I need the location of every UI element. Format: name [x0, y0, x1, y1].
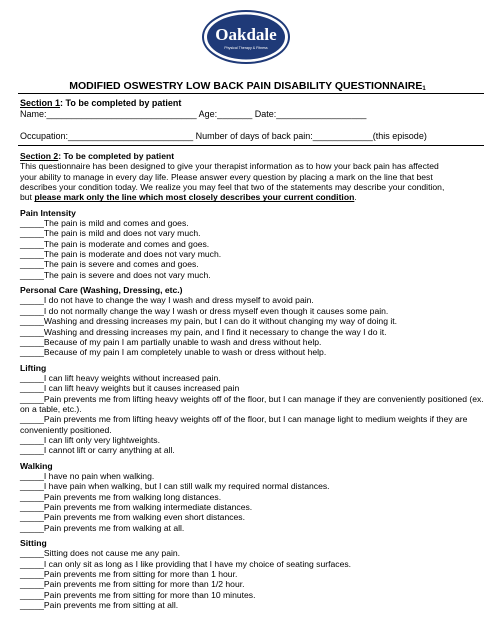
section-1	[20, 98, 483, 142]
answer-option[interactable]: _____I cannot lift or carry anything at all.	[20, 445, 175, 456]
answer-option[interactable]: _____The pain is mild and comes and goes.	[20, 218, 189, 229]
answer-option[interactable]: _____I have pain when walking, but I can still walk my required normal distances.	[20, 481, 330, 492]
answer-option[interactable]: _____Pain prevents me from sitting at all.	[20, 600, 179, 611]
answer-option[interactable]: _____The pain is severe and comes and goes.	[20, 259, 199, 270]
intro-line: your ability to manage in every day life. Please answer every question by placing a mark on the line that best	[20, 171, 433, 182]
answer-option[interactable]: _____Pain prevents me from sitting for more than 1 hour.	[20, 569, 238, 580]
section-2	[20, 151, 484, 610]
answer-option[interactable]: _____Pain prevents me from lifting heavy weights off of the floor, but I can manage if they are conveniently positioned (ex. on a table, etc.).	[20, 393, 484, 414]
section-1-heading-rest: : To be completed by patient	[60, 98, 182, 108]
group-title: Sitting	[20, 538, 47, 549]
group-lifting	[20, 363, 484, 456]
section-1-heading	[20, 98, 483, 109]
answer-option[interactable]: _____Pain prevents me from walking intermediate distances.	[20, 502, 253, 512]
answer-option[interactable]: _____The pain is severe and does not vary much.	[20, 269, 211, 280]
answer-option[interactable]: _____Pain prevents me from lifting heavy weights off of the floor, but I can manage light to medium weights if they are conveniently positioned.	[20, 414, 468, 435]
answer-option[interactable]: _____The pain is moderate and does not vary much.	[20, 249, 222, 260]
group-title: Pain Intensity	[20, 207, 76, 218]
intro-emphasis: please mark only the line which most closely describes your current condition	[34, 192, 355, 203]
answer-option[interactable]: _____Washing and dressing increases my pain, and I find it necessary to change the way I do it.	[20, 326, 387, 337]
answer-option[interactable]: _____Pain prevents me from walking long distances.	[20, 491, 222, 502]
divider-top	[18, 93, 484, 94]
title-text: MODIFIED OSWESTRY LOW BACK PAIN DISABILITY QUESTIONNAIRE	[69, 80, 423, 92]
section-2-heading-rest: : To be completed by patient	[58, 151, 175, 161]
section-2-heading-label: Section 2	[20, 151, 59, 161]
group-pain-intensity	[20, 208, 484, 280]
title-footnote-mark: 1	[422, 86, 426, 92]
intro-line: describes your condition today. We realize you may feel that two of the statements may describe your condition,	[20, 182, 445, 193]
logo-name: Oakdale	[215, 25, 277, 44]
divider-section-2	[18, 145, 484, 146]
group-title: Walking	[20, 460, 53, 471]
group-personal-care	[20, 285, 484, 357]
intro-last-prefix: but	[20, 192, 35, 203]
name-age-date-fields[interactable]: Name:______________________________ Age:_______ Date:__________________	[20, 109, 367, 119]
answer-option[interactable]: _____Sitting does not cause me any pain.	[20, 548, 181, 559]
answer-option[interactable]: _____Pain prevents me from walking at all.	[20, 522, 185, 533]
answer-option[interactable]: _____The pain is moderate and comes and goes.	[20, 238, 210, 249]
answer-option[interactable]: _____I have no pain when walking.	[20, 470, 155, 481]
section-2-heading	[20, 151, 484, 161]
answer-option[interactable]: _____Because of my pain I am completely unable to wash or dress without help.	[20, 347, 327, 358]
answer-option[interactable]: _____I do not have to change the way I wash and dress myself to avoid pain.	[20, 295, 314, 306]
answer-option[interactable]: _____The pain is mild and does not vary much.	[20, 228, 201, 239]
answer-option[interactable]: _____Because of my pain I am partially unable to wash and dress without help.	[20, 336, 322, 347]
group-sitting	[20, 538, 484, 610]
answer-option[interactable]: _____I can only sit as long as I like providing that I have my choice of seating surfaces.	[20, 558, 352, 569]
group-title: Lifting	[20, 362, 47, 373]
oakdale-logo	[201, 9, 291, 65]
group-walking	[20, 461, 484, 533]
answer-option[interactable]: _____I can lift only very lightweights.	[20, 434, 160, 445]
answer-option[interactable]: _____I can lift heavy weights but it causes increased pain	[20, 383, 240, 394]
section-2-intro	[20, 161, 484, 202]
intro-line: This questionnaire has been designed to give your therapist information as to how your back pain has affected	[20, 161, 439, 172]
intro-last-suffix: .	[354, 192, 357, 203]
answer-option[interactable]: _____Pain prevents me from sitting for more than 10 minutes.	[20, 589, 256, 600]
answer-option[interactable]: _____I do not normally change the way I wash or dress myself even though it causes some pain.	[20, 305, 389, 316]
answer-option[interactable]: _____Washing and dressing increases my pain, but I can do it without changing my way of doing it.	[20, 316, 398, 327]
page-title	[0, 80, 495, 92]
section-1-heading-label: Section 1	[20, 98, 61, 108]
intro-line	[20, 192, 484, 202]
group-title: Personal Care (Washing, Dressing, etc.)	[20, 285, 183, 296]
answer-option[interactable]: _____Pain prevents me from sitting for more than 1/2 hour.	[20, 579, 245, 590]
occupation-days-fields[interactable]: Occupation:_________________________ Number of days of back pain:____________(this episode)	[20, 131, 427, 141]
answer-option[interactable]: _____Pain prevents me from walking even short distances.	[20, 512, 245, 523]
answer-option[interactable]: _____I can lift heavy weights without increased pain.	[20, 372, 221, 383]
logo-tagline: Physical Therapy & Fitness	[224, 46, 268, 50]
